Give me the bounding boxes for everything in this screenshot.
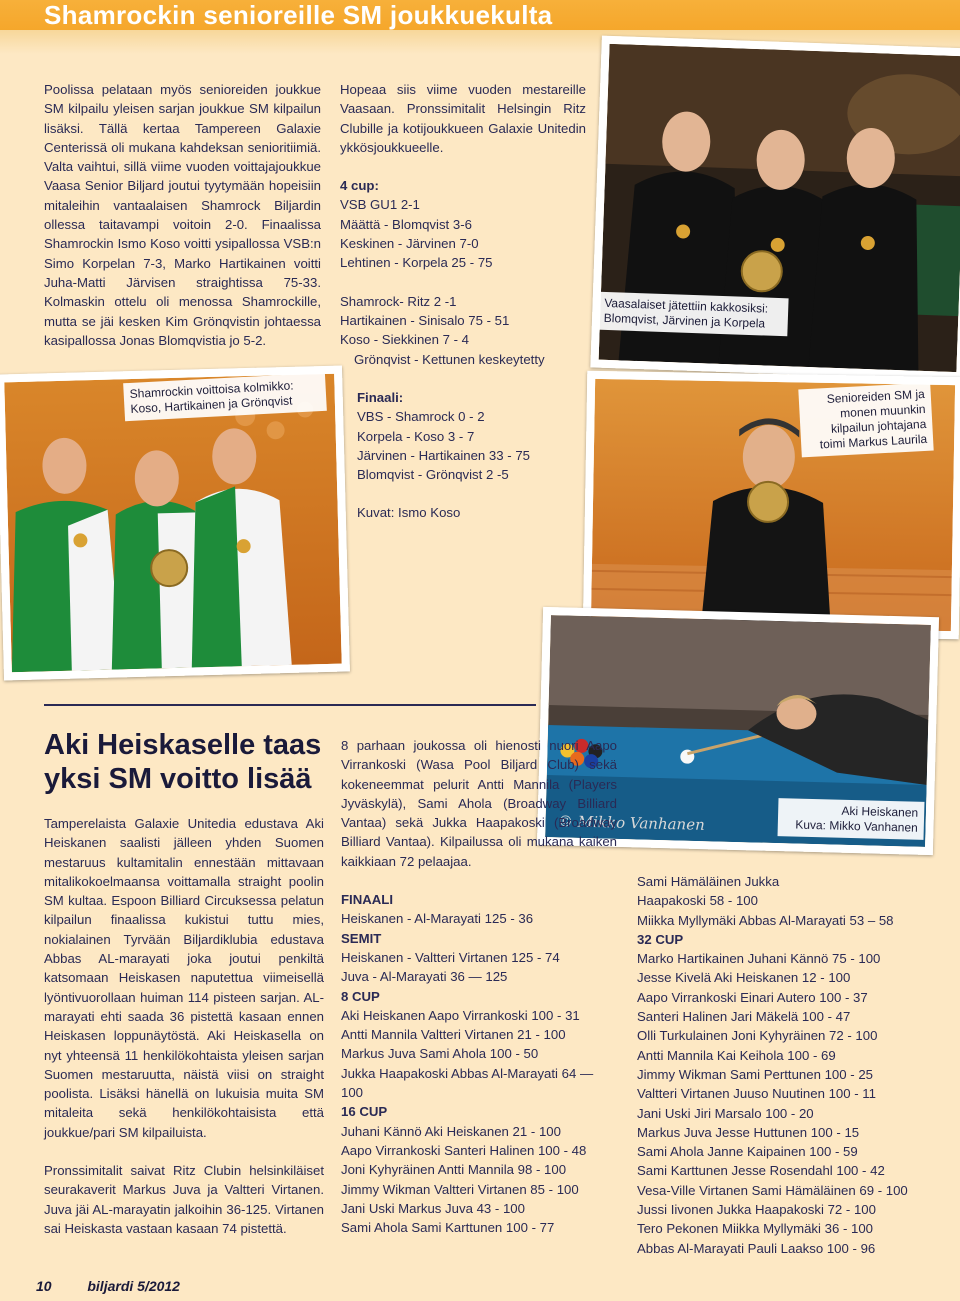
article2-para1: Tamperelaista Galaxie Unitedia edustava Aki Heiskanen saalisti jälleen yhden Suomen mestaruus kultamitalin ennestään mittavaan mitalikokoelmaansa voittamalla straight poolin SM kultaa. Espoon Billiard Circuksessa pelatun kilpailun finaalissa kukistui tuttu mies, nokialainen Tyrvään Biljardiklubia edustava Abbas AL-marayati joka joutui penkiltä katsomaan Heiskasen naputettua viimeisellä lyöntivuorollaan huiman 114 pisteen sarjan. AL-marayati ehti saada 36 pistettä kasaan ennen Heiskasen loppunäytöstä. Aki Heiskasella on nyt yhteensä 11 henkilökohtaista yleisen sarjan Suomen mestaruutta, näistä viisi on straight poolista. Lisäksi hänellä on lukuisia muita SM mitaleita sekä henkilökohtaisista että joukkue/pari SM kilpailuista.	[44, 816, 324, 1140]
result-line: Markus Juva Jesse Huttunen 100 - 15	[637, 1124, 860, 1140]
caption-laurila: Senioreiden SM ja monen muunkin kilpailun johtajana toimi Markus Laurila	[798, 383, 933, 458]
article2-results-column	[341, 736, 617, 1237]
round-heading: 8 CUP	[341, 988, 380, 1004]
result-line: Jani Uski Jiri Marsalo 100 - 20	[637, 1105, 814, 1121]
result-line: Sami Ahola Janne Kaipainen 100 - 59	[637, 1144, 858, 1160]
page-number: 10	[36, 1278, 52, 1294]
result-line: Hartikainen - Sinisalo 75 - 51	[340, 312, 510, 328]
result-line: Aapo Virrankoski Santeri Halinen 100 - 48	[341, 1142, 587, 1158]
article2-para2: Pronssimitalit saivat Ritz Clubin helsinkiläiset seurakaverit Markus Juva ja Valtteri Virtanen. Juva jäi AL-marayatin jalkoihin 36-125. Virtanen sai Heiskasta vastaan kasaan 74 pistettä.	[44, 1163, 324, 1236]
result-line: Joni Kyhyräinen Antti Mannila 98 - 100	[341, 1162, 567, 1178]
result-line: Haapakoski 58 - 100	[637, 893, 758, 909]
result-line: Jukka Haapakoski Abbas Al-Marayati 64 — 100	[341, 1065, 594, 1101]
result-line: Sami Hämäläinen Jukka	[637, 874, 780, 889]
article2-col2-intro: 8 parhaan joukossa oli hienosti nuori Aapo Virrankoski (Wasa Pool Biljard Club) sekä kokeneemmat pelurit Antti Mannila (Players Jyväskylä), Sami Ahola (Broadway Billiard Vantaa) sekä Jukka Haapakoski (Broadway Billiard Vantaa). Kilpailussa oli mukana kaiken kaikkiaan 72 pelaajaa.	[341, 738, 617, 869]
result-line: Aki Heiskanen Aapo Virrankoski 100 - 31	[341, 1007, 580, 1023]
photo-watermark: © Mikko Vanhanen	[557, 812, 705, 834]
article1-results-column	[340, 80, 586, 369]
result-line: Abbas Al-Marayati Pauli Laakso 100 - 96	[637, 1240, 876, 1256]
result-line: Jimmy Wikman Valtteri Virtanen 85 - 100	[341, 1181, 579, 1197]
cup4-results	[340, 195, 586, 272]
cup4-heading: 4 cup:	[340, 178, 379, 194]
magazine-issue: biljardi 5/2012	[87, 1278, 180, 1294]
final-heading: Finaali:	[357, 390, 404, 405]
round-heading: 16 CUP	[341, 1104, 388, 1120]
result-line: Santeri Halinen Jari Mäkelä 100 - 47	[637, 1009, 851, 1025]
page-title: Shamrockin senioreille SM joukkuekulta	[44, 0, 553, 30]
result-line: Korpela - Koso 3 - 7	[357, 428, 475, 444]
shamrock-ritz-results	[340, 292, 586, 369]
article2-title: Aki Heiskaselle taas yksi SM voitto lisää	[44, 729, 322, 795]
result-line: Miikka Myllymäki Abbas Al-Marayati 53 – 58	[637, 912, 894, 928]
result-line: Jani Uski Markus Juva 43 - 100	[341, 1200, 525, 1216]
page-footer	[36, 1278, 180, 1294]
round-heading: SEMIT	[341, 930, 382, 946]
result-line: Sami Ahola Sami Karttunen 100 - 77	[341, 1220, 555, 1236]
caption-shamrock: Shamrockin voittoisa kolmikko: Koso, Hartikainen ja Grönqvist	[123, 373, 327, 422]
result-line: Grönqvist - Kettunen keskeytetty	[354, 351, 545, 367]
result-line: Heiskanen - Valtteri Virtanen 125 - 74	[341, 949, 560, 965]
result-line: Jimmy Wikman Sami Perttunen 100 - 25	[637, 1066, 873, 1082]
round-heading: 32 CUP	[637, 931, 684, 947]
knockout-results-list-2	[637, 872, 927, 1258]
result-line: Juhani Kännö Aki Heiskanen 21 - 100	[341, 1123, 561, 1139]
result-line: Aapo Virrankoski Einari Autero 100 - 37	[637, 989, 868, 1005]
article-divider	[44, 704, 536, 706]
result-line: Jussi Iivonen Jukka Haapakoski 72 - 100	[637, 1202, 876, 1218]
result-line: Olli Turkulainen Joni Kyhyräinen 72 - 100	[637, 1028, 878, 1044]
result-line: Jesse Kivelä Aki Heiskanen 12 - 100	[637, 970, 851, 986]
result-line: Marko Hartikainen Juhani Kännö 75 - 100	[637, 951, 881, 967]
result-line: Vesa-Ville Virtanen Sami Hämäläinen 69 - 100	[637, 1182, 908, 1198]
result-line: Lehtinen - Korpela 25 - 75	[340, 255, 493, 271]
article1-intro-column	[44, 80, 321, 350]
article1-col2-text: Hopeaa siis viime vuoden mestareille Vaasaan. Pronssimitalit Helsingin Ritz Clubille ja kotijoukkueen Galaxie Unitedin ykkösjoukkueelle.	[340, 82, 586, 155]
round-heading: FINAALI	[341, 892, 394, 908]
result-line: Sami Karttunen Jesse Rosendahl 100 - 42	[637, 1163, 885, 1179]
result-line: Shamrock- Ritz 2 -1	[340, 293, 457, 309]
final-results	[357, 388, 587, 523]
result-line: Määttä - Blomqvist 3-6	[340, 216, 472, 232]
result-line: Antti Mannila Kai Keihola 100 - 69	[637, 1047, 836, 1063]
article1-intro: Poolissa pelataan myös senioreiden joukkue SM kilpailu yleisen sarjan joukkue SM kilpailun lisäksi. Tällä kertaa Tampereen Galaxie Centerissä oli mukana kahdeksan senioritiimiä. Valta vaihtui, sillä viime vuoden voittajajoukkue Vaasa Senior Biljard joutui tyytymään hopeisiin mitaleihin vantaalaisen Shamrock Biljardin ollessa taitavampi voitoin 2-0. Finaalissa Shamrockin Ismo Koso voitti ysipallossa VSB:n Simo Korpelan 7-3, Marko Hartikainen voitti Juha-Matti Järvisen straightissa 75-33. Kolmaskin ottelu oli menossa Shamrockille, mutta se jäi kesken Kim Grönqvistin johtaessa kasipallossa Jonas Blomqvistia jo 5-2.	[44, 82, 321, 348]
result-line: Koso - Siekkinen 7 - 4	[340, 332, 470, 348]
result-line: Keskinen - Järvinen 7-0	[340, 236, 479, 252]
result-line: Tero Pekonen Miikka Myllymäki 36 - 100	[637, 1221, 874, 1237]
result-line: Heiskanen - Al-Marayati 125 - 36	[341, 911, 534, 927]
article2-results-column-2	[637, 872, 927, 1258]
knockout-results-list	[341, 890, 617, 1237]
caption-vaasa: Vaasalaiset jätettiin kakkosiksi: Blomqvist, Järvinen ja Korpela	[597, 292, 788, 337]
result-line: VBS - Shamrock 0 - 2	[357, 409, 485, 425]
result-line: VSB GU1 2-1	[340, 197, 420, 213]
result-line: Valtteri Virtanen Juuso Nuutinen 100 - 11	[637, 1086, 876, 1102]
result-line: Markus Juva Sami Ahola 100 - 50	[341, 1046, 539, 1062]
result-line: Blomqvist - Grönqvist 2 -5	[357, 467, 509, 483]
photo-credit: Kuvat: Ismo Koso	[357, 505, 461, 521]
result-line: Järvinen - Hartikainen 33 - 75	[357, 447, 530, 463]
caption-heiskanen: Aki Heiskanen Kuva: Mikko Vanhanen	[778, 798, 925, 840]
result-line: Juva - Al-Marayati 36 — 125	[341, 969, 508, 985]
result-line: Antti Mannila Valtteri Virtanen 21 - 100	[341, 1027, 566, 1043]
article2-body-column	[44, 814, 324, 1238]
